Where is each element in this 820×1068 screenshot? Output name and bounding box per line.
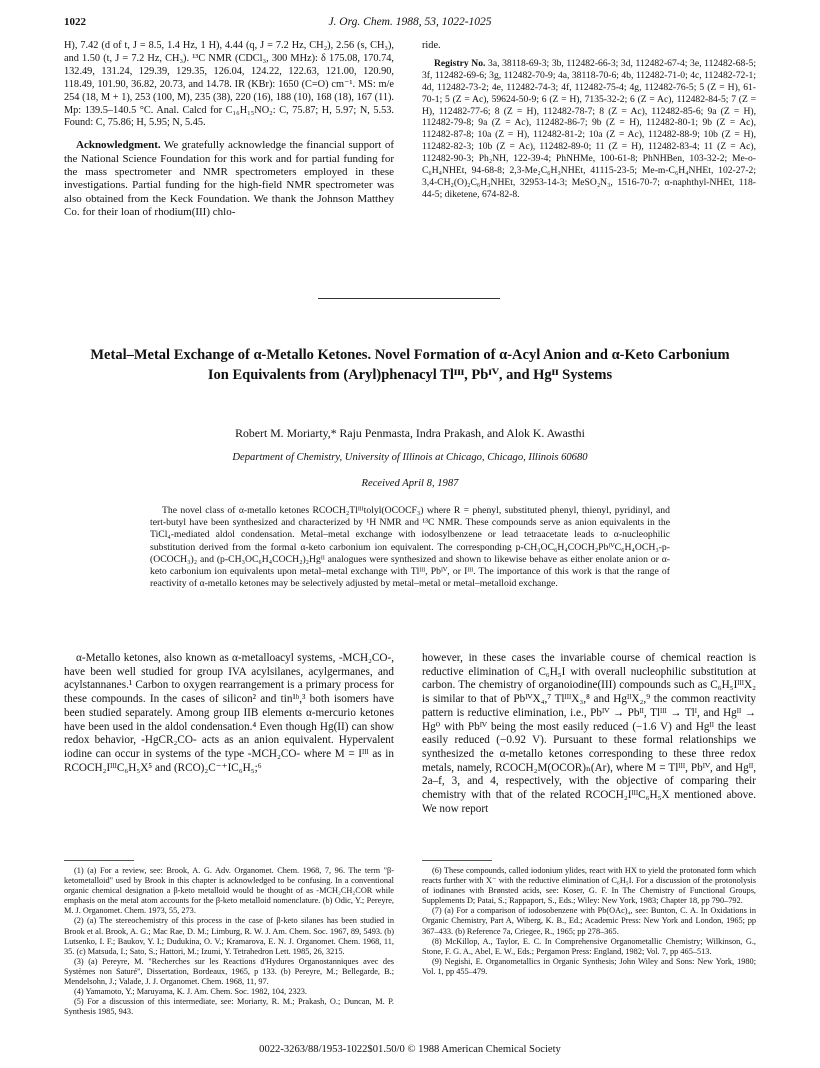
previous-article-right-column	[422, 40, 756, 201]
registry-heading: Registry No.	[434, 57, 486, 69]
footnote-rule-right	[422, 860, 492, 861]
footnote: (2) (a) The stereochemistry of this process in the case of β-keto silanes has been studied in Brook et al. Brook, A. G.; Mac Rae, D. M.; Limburg, R. W. J. Am. Chem. Soc. 1967, 89, 5493. (b) Lutsenko, I. F.; Baukov, Y. I.; Dudukina, O. V.; Kramarova, E. N. J. Organomet. Chem. 1968, 11, 35. (c) Matsuda, I.; Sato, S.; Hattori, M.; Izumi, Y. Tetrahedron Lett. 1985, 26, 3215.	[64, 916, 394, 956]
page-footer: 0022-3263/88/1953-1022$01.50/0 © 1988 American Chemical Society	[259, 1044, 561, 1055]
footnotes-left-column	[64, 866, 394, 1017]
article-divider-rule	[318, 298, 500, 299]
footnote: (9) Negishi, E. Organometallics in Organic Synthesis; John Wiley and Sons: New York, 1980; Vol. 1, pp 455–479.	[422, 956, 756, 976]
footnote: (3) (a) Pereyre, M. "Recherches sur les Reactions d'Hydures Organostanniques avec des Systèmes non Saturé", Dissertation, Bordeaux, 1965, p 133. (b) Pereyre, M.; Bellegarde, B.; Mendelsohn, J.; Valade, J. J. Organomet. Chem. 1968, 11, 97.	[64, 956, 394, 987]
acknowledgment-text: We gratefully acknowledge the financial support of the National Science Foundation for this work and for partial funding for the mass spectrometer and NMR spectrometers employed in these investigations. Partial funding for the high-field NMR spectrometer was also obtained from the Keck Foundation. We thank the Johnson Matthey Co. for their loan of rhodium(III) chlo-	[64, 139, 394, 218]
article-title: Metal–Metal Exchange of α-Metallo Ketones. Novel Formation of α-Acyl Anion and α-Keto Carbonium Ion Equivalents from (Aryl)phenacyl Tlᴵᴵᴵ, Pbᴵⱽ, and Hgᴵᴵ Systems	[90, 347, 730, 383]
received-date: Received April 8, 1987	[361, 478, 459, 489]
footnotes-right-column	[422, 866, 756, 977]
footnote: (5) For a discussion of this intermediate, see: Moriarty, R. M.; Prakash, O.; Duncan, M. P. Synthesis 1985, 943.	[64, 997, 394, 1017]
article-authors: Robert M. Moriarty,* Raju Penmasta, Indra Prakash, and Alok K. Awasthi	[235, 426, 585, 440]
footnote: (7) (a) For a comparison of iodosobenzene with Pb(OAc)₄, see: Bunton, C. A. In Oxidations in Organic Chemistry, Part A, Wiberg, K. B., Ed.; Academic Press: New York and London, 1965; pp 367–433. (b) Reference 7a, Criegee, R., 1965; pp 278–365.	[422, 906, 756, 936]
previous-article-left-column	[64, 40, 394, 219]
continuation-text: ride.	[422, 40, 441, 51]
footnote: (6) These compounds, called iodonium ylides, react with HX to yield the protonated form which reacts further with X⁻ with the reductive elimination of C₆H₅I. For a discussion of the protonolysis of iodinanes with Brønsted acids, see: Koser, G. F. In The Chemistry of Functional Groups, Supplements D; Patai, S.; Rappaport, S., Eds.; Wiley: New York, 1983; Chapter 18, pp 790–792.	[422, 866, 756, 906]
acknowledgment-paragraph	[64, 139, 394, 219]
footnote: (1) (a) For a review, see: Brook, A. G. Adv. Organomet. Chem. 1968, 7, 96. The term "β-ketometalloid" used by Brook in this chapter is acknowledged to be confusing. In a conventional organic chemical designation a β-keto metalloid would be thought of as -MCH₂CH₂COR while emphasis on the metal atom accounts for the β-keto metalloid nomenclature. (b) Odic, Y.; Pereyre, M. J. Organomet. Chem. 1973, 55, 273.	[64, 866, 394, 916]
acknowledgment-heading: Acknowledgment.	[76, 139, 161, 152]
body-text-left-column: α-Metallo ketones, also known as α-metalloacyl systems, -MCH₂CO-, have been well studied for group IVA acylsilanes, acylgermanes, and acylstannanes.¹ Carbon to oxygen rearrangement is a primary process for these compounds. In the cases of silicon² and tin¹ᵇ,³ both isomers have been studied separately. Among group IIB elements α-mercurio ketones have been used in the aldol condensation.⁴ Even though Hg(II) can show redox behavior, -HgCR₂CO- acts as an anion equivalent. Hypervalent iodine can occur in systems of the type -MCH₂CO- where M = Iᴵᴵᴵ as in RCOCH₂IᴵᴵᴵC₆H₅X⁵ and (RCO)₂C⁻⁺IC₆H₅;⁶	[64, 652, 394, 774]
spectral-data-paragraph: H), 7.42 (d of t, J = 8.5, 1.4 Hz, 1 H), 4.44 (q, J = 7.2 Hz, CH₂), 2.56 (s, CH₃), and 1.50 (t, J = 7.2 Hz, CH₃). ¹³C NMR (CDCl₃, 300 MHz): δ 175.08, 170.74, 132.49, 131.24, 129.39, 129.35, 126.04, 124.22, 122.63, 121.00, 120.90, 118.49, 101.90, 36.82, 20.73, and 14.78. IR (KBr): 1650 (C=O) cm⁻¹. MS: m/e 254 (18, M + 1), 253 (100, M), 235 (38), 220 (16), 188 (10), 168 (18), 167 (11). Mp: 139.5–140.5 °C. Anal. Calcd for C₁₆H₁₅NO₂: C, 75.87; H, 5.97; N, 5.53. Found: C, 75.86; H, 5.95; N, 5.45.	[64, 40, 394, 129]
footnote-rule-left	[64, 860, 134, 861]
page-number: 1022	[64, 16, 86, 28]
registry-paragraph	[422, 58, 756, 201]
article-abstract: The novel class of α-metallo ketones RCOCH₂Tlᴵᴵᴵtolyl(OCOCF₃) where R = phenyl, substituted phenyl, thienyl, pyridinyl, and tert-butyl have been synthesized and characterized by ¹H NMR and ¹³C NMR. These compounds serve as anion equivalents in the TiCl₄-mediated aldol condensation. Metal–metal exchange with iodosylbenzene or lead tetraacetate leads to α-nucleophilic substitution derived from the formal α-keto carbonium ion equivalent. The corresponding p-CH₃OC₆H₄COCH₂PbᴵⱽC₆H₄OCH₃-p-(OCOCH₃)₂ and (p-CH₃OC₆H₄COCH₂)₂Hgᴵᴵ analogues were synthesized and shown to likewise behave as either enolate anion or α-keto carbonium ion equivalents upon metal–metal exchange with Tlᴵᴵᴵ, Pbᴵⱽ, or Iᴵᴵᴵ. The importance of this work is that the range of reactivity of α-metallo ketones may be selectively adjusted by metal–metal or metal–metalloid exchange.	[150, 505, 670, 590]
footnote: (8) McKillop, A., Taylor, E. C. In Comprehensive Organometallic Chemistry; Wilkinson, G., Stone, F. G. A., Abel, E. W., Eds.; Pergamon Press: England, 1982; Vol. 7, pp 465–513.	[422, 936, 756, 956]
footnote: (4) Yamamoto, Y.; Maruyama, K. J. Am. Chem. Soc. 1982, 104, 2323.	[74, 987, 307, 997]
article-affiliation: Department of Chemistry, University of Illinois at Chicago, Chicago, Illinois 60680	[232, 452, 588, 463]
body-text-right-column: however, in these cases the invariable course of chemical reaction is reductive elimination of C₆H₅I with overall nucleophilic substitution at carbon. The chemistry of organoiodine(III) compounds such as C₆H₅IᴵᴵᴵX₂ is similar to that of PbᴵⱽX₄,⁷ TlᴵᴵᴵX₃,⁸ and HgᴵᴵX₂,⁹ the common reactivity pattern is reductive elimination, i.e., Pbᴵⱽ → Pbᴵᴵ, Tlᴵᴵᴵ → Tlᴵ, and Hgᴵᴵ → Hg⁰ with Pbᴵⱽ being the most easily reduced (−1.6 V) and Hgᴵᴵ the least easily reduced (−0.92 V). Pursuant to these formal relationships we synthesized the α-metallo ketones corresponding to these three redox metals, namely, RCOCH₂M(OCOR)ₙ(Ar), where M = Tlᴵᴵᴵ, Pbᴵⱽ, and Hgᴵᴵ, 2a–f, 3, and 4, respectively, with the objective of comparing their chemistry with that of the related RCOCH₂IᴵᴵᴵC₆H₅X mentioned above. We now report	[422, 652, 756, 815]
running-head: J. Org. Chem. 1988, 53, 1022-1025	[328, 16, 492, 28]
registry-text: 3a, 38118-69-3; 3b, 112482-66-3; 3d, 112482-67-4; 3e, 112482-68-5; 3f, 112482-69-6; 3g, 112482-70-9; 4a, 38118-70-6; 4b, 112482-71-0; 4c, 112482-72-1; 4d, 112482-73-2; 4e, 112482-74-3; 4f, 112482-75-4; 4g, 112482-76-5; 5 (Z = H), 61-70-1; 5 (Z = Ac), 59624-50-9; 6 (Z = H), 7135-32-2; 6 (Z = Ac), 112482-84-5; 7 (Z = H), 112482-77-6; 8 (Z = H), 112482-78-7; 8 (Z = Ac), 112482-85-6; 9a (Z = H), 112482-79-8; 9a (Z = Ac), 112482-86-7; 9b (Z = H), 112482-80-1; 9b (Z = Ac), 112482-87-8; 10a (Z = H), 112482-81-2; 10a (Z = Ac), 112482-88-9; 10b (Z = H), 112482-82-3; 10b (Z = Ac), 112482-89-0; 11 (Z = H), 112482-83-4; 11 (Z = Ac), 112482-90-3; Ph₂NH, 122-39-4; PhNHMe, 100-61-8; PhNHBen, 103-32-2; Me-o-C₆H₄NHEt, 94-68-8; 2,3-Me₂C₆H₃NHEt, 41115-23-5; Me-m-C₆H₄NHEt, 102-27-2; 3,4-CH₂(O)₂C₆H₃NHEt, 32953-14-3; MeSO₂N₃, 1516-70-7; α-naphthyl-NHEt, 118-44-5; diketene, 674-82-8.	[422, 57, 757, 200]
